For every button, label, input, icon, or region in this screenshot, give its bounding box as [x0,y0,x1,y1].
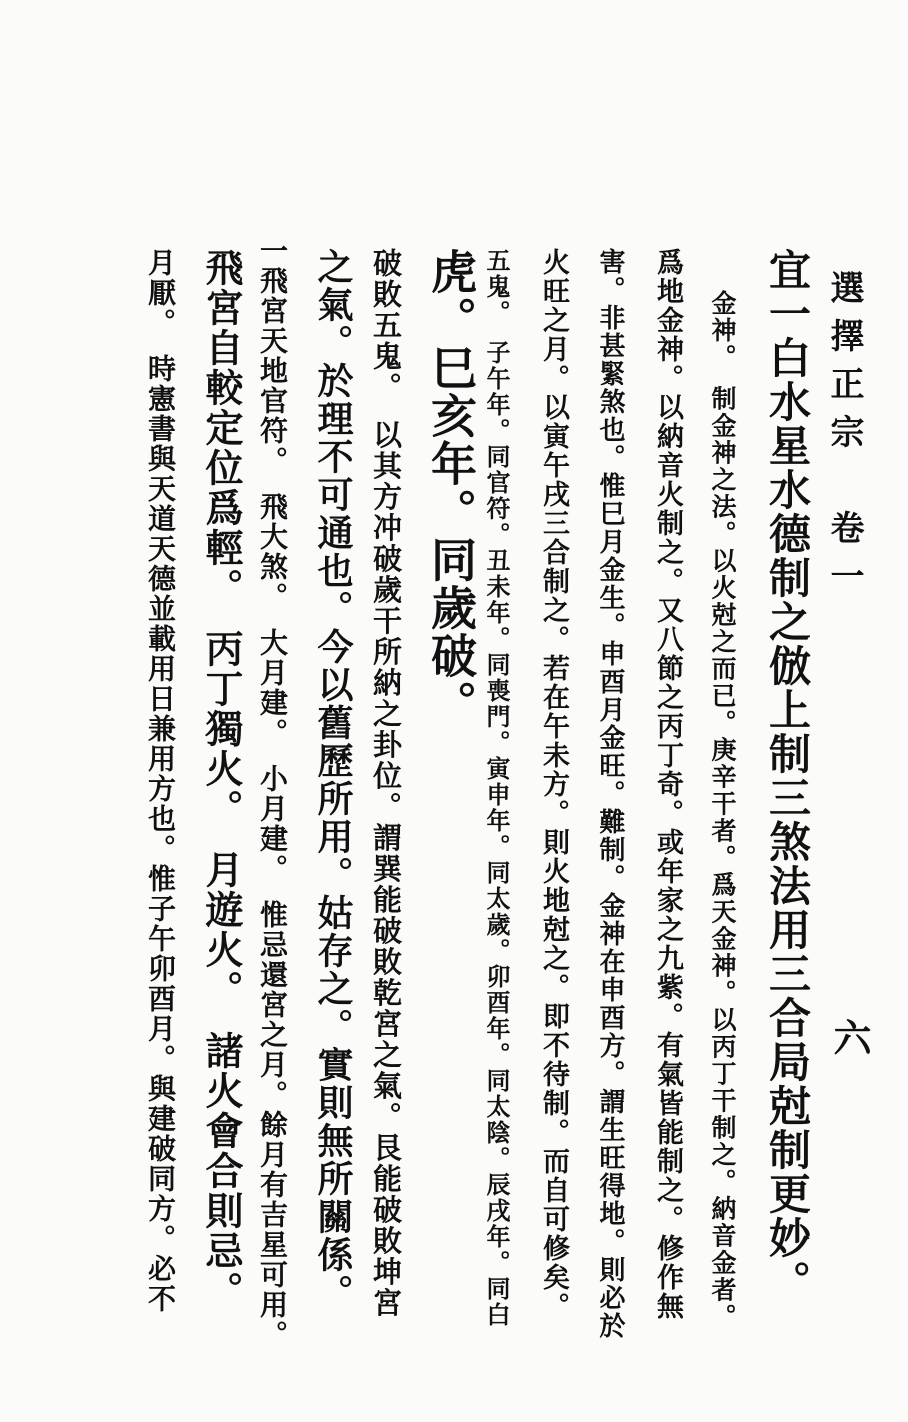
text-column: 飛宮自較定位爲輕。 丙丁獨火。 月遊火。 諸火會合則忌。 [199,248,244,1311]
text-column: 爲地金神。以納音火制之。又八節之丙丁奇。或年家之九紫。有氣皆能制之。修作無 [652,248,683,1321]
text-column: 金神。 制金神之法。以火尅之而已。庚辛干者。爲天金神。以丙丁干制之。納音金者。 [708,290,737,1331]
text-column: 之氣。於理不可通也。今以舊歷所用。姑存之。實則無所關係。 [312,248,354,1312]
text-column: 一飛宮天地官符。 飛大煞。 大月建。 小月建。 惟忌還宮之月。餘月有吉星可用。 [256,236,289,1350]
text-column: 虎。巳亥年。同歲破。 [424,248,478,728]
text-column: 破敗五鬼。 以其方冲破歲干所納之卦位。謂巽能破敗乾宮之氣。艮能破敗坤宮 [369,248,403,1319]
text-column: 害。非甚緊煞也。惟巳月金生。申酉月金旺。難制。金神在申酉方。謂生旺得地。則必於 [595,248,625,1340]
text-column: 火旺之月。以寅午戌三合制之。若在午未方。則火地尅之。即不待制。而自可修矣。 [538,248,569,1321]
page-number: 六 [827,1018,872,1056]
text-column: 月厭。 時憲書與天道天德並載用日兼用方也。惟子午卯酉月。與建破同方。必不 [144,248,177,1314]
text-column: 五鬼。 子午年。同官符。丑未年。同喪門。寅申年。同太歲。卯酉年。同太陰。辰戌年。同白 [482,248,511,1328]
book-title: 選擇正宗 卷一 [824,270,864,606]
text-column: 宜一白水星水德制之倣上制三煞法用三合局尅制更妙。 [763,248,812,1304]
